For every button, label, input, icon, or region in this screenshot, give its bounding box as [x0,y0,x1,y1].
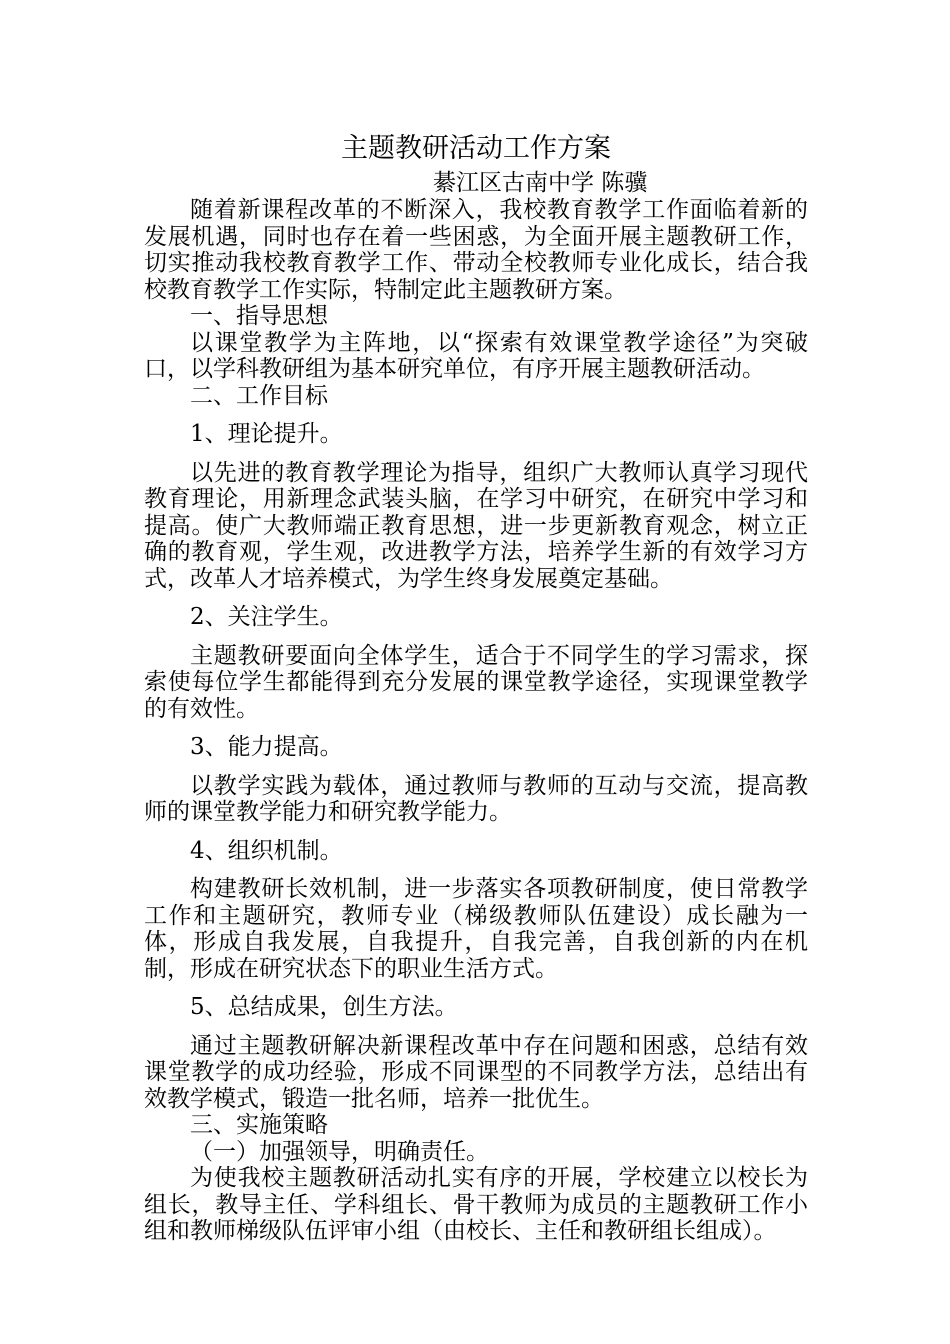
document-author: 綦江区古南中学 陈骥 [433,170,648,196]
intro-paragraph: 随着新课程改革的不断深入，我校教育教学工作面临着新的发展机遇，同时也存在着一些困惑，为全面开展主题教研工作，切实推动我校教育教学工作、带动全校教师专业化成长，结合我校教育教学工作实际，特制定此主题教研方案。 [144,197,808,303]
goal-title-results: 5、总结成果，创生方法。 [190,994,458,1020]
strategy-paragraph-leadership: 为使我校主题教研活动扎实有序的开展，学校建立以校长为组长，教导主任、学科组长、骨干教师为成员的主题教研工作小组和教师梯级队伍评审小组（由校长、主任和教研组长组成）。 [144,1165,808,1244]
section-heading-guiding-thought: 一、指导思想 [190,303,328,329]
section-heading-strategy: 三、实施策略 [190,1112,328,1138]
document-page [144,128,808,1245]
section-heading-work-goals: 二、工作目标 [190,382,328,409]
goal-paragraph-students: 主题教研要面向全体学生，适合于不同学生的学习需求，探索使每位学生都能得到充分发展的课堂教学途径，实现课堂教学的有效性。 [144,642,808,722]
goal-paragraph-mechanism: 构建教研长效机制，进一步落实各项教研制度，使日常教学工作和主题研究，教师专业（梯级教师队伍建设）成长融为一体，形成自我发展，自我提升，自我完善，自我创新的内在机制，形成在研究状态下的职业生活方式。 [144,876,808,982]
goal-title-theory: 1、理论提升。 [190,421,343,447]
goal-paragraph-ability: 以教学实践为载体，通过教师与教师的互动与交流，提高教师的课堂教学能力和研究教学能力。 [144,772,808,825]
goal-paragraph-results: 通过主题教研解决新课程改革中存在问题和困惑，总结有效课堂教学的成功经验，形成不同课型的不同教学方法，总结出有效教学模式，锻造一批名师，培养一批优生。 [144,1032,808,1112]
guiding-thought-paragraph: 以课堂教学为主阵地，以“探索有效课堂教学途径”为突破口，以学科教研组为基本研究单位，有序开展主题教研活动。 [144,329,808,382]
goal-paragraph-theory: 以先进的教育教学理论为指导，组织广大教师认真学习现代教育理论，用新理念武装头脑，在学习中研究，在研究中学习和提高。使广大教师端正教育思想，进一步更新教育观念，树立正确的教育观，学生观，改进教学方法，培养学生新的有效学习方式，改革人才培养模式，为学生终身发展奠定基础。 [144,459,808,592]
goal-title-students: 2、关注学生。 [190,604,343,630]
strategy-subheading-leadership: （一）加强领导，明确责任。 [190,1138,489,1165]
goal-title-ability: 3、能力提高。 [190,734,343,760]
goal-title-mechanism: 4、组织机制。 [190,837,343,864]
document-title: 主题教研活动工作方案 [341,133,611,164]
